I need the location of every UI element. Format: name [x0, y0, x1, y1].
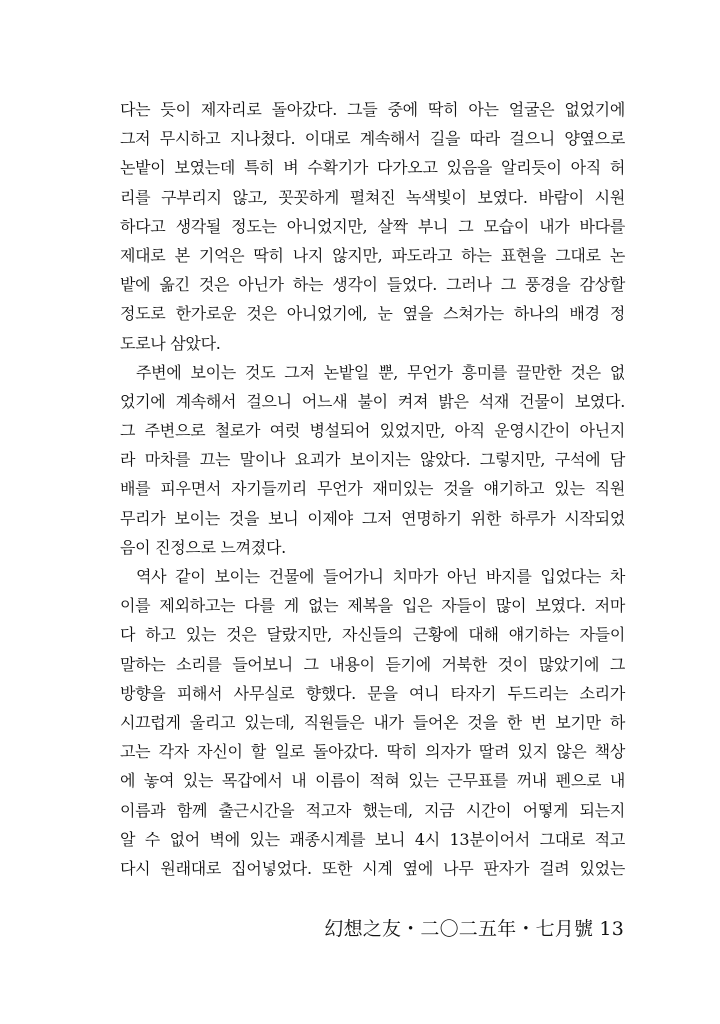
text-line: 밭에 옮긴 것은 아닌가 하는 생각이 들었다. 그러나 그 풍경을 감상할 — [120, 275, 625, 295]
text-line: 음이 진정으로 느껴졌다. — [120, 537, 286, 557]
text-line: 정도로 한가로운 것은 아니었기에, 눈 옆을 스쳐가는 하나의 배경 정 — [120, 304, 625, 324]
text-line: 주변에 보이는 것도 그저 논밭일 뿐, 무언가 흥미를 끌만한 것은 없 — [136, 362, 625, 382]
text-line: 배를 피우면서 자기들끼리 무언가 재미있는 것을 얘기하고 있는 직원 — [120, 479, 625, 499]
text-line: 제대로 본 기억은 딱히 나지 않지만, 파도라고 하는 표현을 그대로 논 — [120, 245, 625, 265]
text-line: 역사 같이 보이는 건물에 들어가니 치마가 아닌 바지를 입었다는 차 — [136, 567, 625, 586]
text-line: 그저 무시하고 지나쳤다. 이대로 계속해서 길을 따라 걸으니 양옆으로 — [120, 129, 625, 149]
text-line: 시끄럽게 울리고 있는데, 직원들은 내가 들어온 것을 한 번 보기만 하 — [120, 712, 625, 732]
text-line: 었기에 계속해서 걸으니 어느새 불이 켜져 밝은 석재 건물이 보였다. — [120, 391, 625, 411]
text-line: 다는 듯이 제자리로 돌아갔다. 그들 중에 딱히 아는 얼굴은 없었기에 — [120, 100, 625, 119]
paragraph-1 — [120, 95, 625, 358]
text-line: 알 수 없어 벽에 있는 괘종시계를 보니 4시 13분이어서 그대로 적고 — [120, 829, 625, 849]
text-line: 리를 구부리지 않고, 꼿꼿하게 펼쳐진 녹색빛이 보였다. 바람이 시원 — [120, 187, 625, 207]
text-line: 말하는 소리를 들어보니 그 내용이 듣기에 거북한 것이 많았기에 그 — [120, 654, 625, 674]
paragraph-3 — [120, 562, 625, 883]
text-line: 도로나 삼았다. — [120, 333, 221, 353]
text-line: 방향을 피해서 사무실로 향했다. 문을 여니 타자기 두드리는 소리가 — [120, 683, 625, 703]
text-line: 다 하고 있는 것은 달랐지만, 자신들의 근황에 대해 얘기하는 자들이 — [120, 625, 625, 645]
paragraph-2 — [120, 358, 625, 562]
text-line: 에 놓여 있는 목갑에서 내 이름이 적혀 있는 근무표를 꺼내 펜으로 내 — [120, 771, 625, 791]
text-line: 이를 제외하고는 다를 게 없는 제복을 입은 자들이 많이 보였다. 저마 — [120, 596, 625, 616]
page-body — [120, 95, 625, 883]
text-line: 고는 각자 자신이 할 일로 돌아갔다. 딱히 의자가 딸려 있지 않은 책상 — [120, 742, 625, 762]
text-line: 하다고 생각될 정도는 아니었지만, 살짝 부니 그 모습이 내가 바다를 — [120, 216, 625, 236]
text-line: 무리가 보이는 것을 보니 이제야 그저 연명하기 위한 하루가 시작되었 — [120, 508, 625, 528]
text-line: 이름과 함께 출근시간을 적고자 했는데, 지금 시간이 어떻게 되는지 — [120, 800, 625, 820]
text-line: 라 마차를 끄는 말이나 요괴가 보이지는 않았다. 그렇지만, 구석에 담 — [120, 450, 625, 470]
text-line: 그 주변으로 철로가 여럿 병설되어 있었지만, 아직 운영시간이 아닌지 — [120, 421, 625, 441]
running-footer: 幻想之友・二〇二五年・七月號 13 — [324, 918, 624, 940]
text-line: 다시 원래대로 집어넣었다. 또한 시계 옆에 나무 판자가 걸려 있었는 — [120, 858, 625, 878]
text-line: 논밭이 보였는데 특히 벼 수확기가 다가오고 있음을 알리듯이 아직 허 — [120, 158, 625, 178]
